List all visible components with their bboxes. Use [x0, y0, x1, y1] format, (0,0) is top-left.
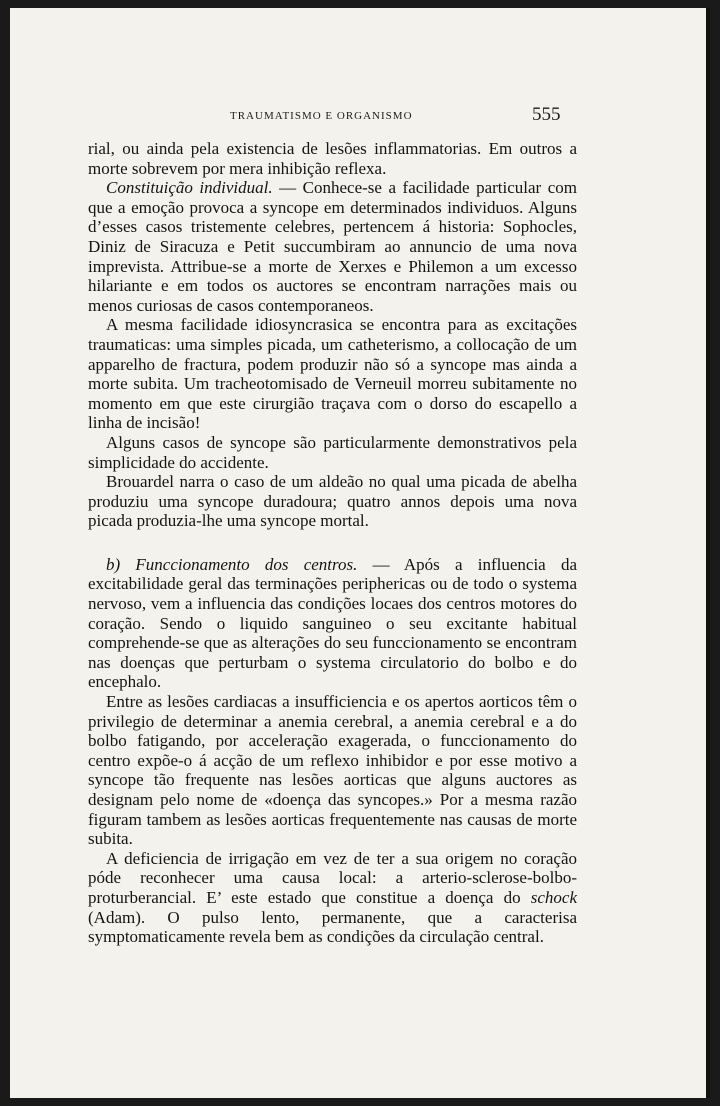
body-text [88, 139, 577, 947]
paragraph-2: Constituição individual. — Conhece-se a facilidade particular com que a emoção provoca a syncope em determinados individuos. Alguns d’esses casos tristemente celebres, pertencem á historia: Sophocles, Diniz de Siracuza e Petit succumbiram ao annuncio de uma nova imprevista. Attribue-se a morte de Xerxes e Philemon a um excesso hilariante e em todos os auctores se encontram narrações mais ou menos curiosas de casos contemporaneos. [88, 178, 577, 315]
paragraph-7: Entre as lesões cardiacas a insufficiencia e os apertos aorticos têm o privilegio de determinar a anemia cerebral, a anemia cerebral e a do bolbo fatigando, por acceleração exagerada, o funccionamento do centro expõe-o á acção de um reflexo inhibidor e por esse motivo a syncope tão frequente nas lesões aorticas que alguns auctores as designam pelo nome de «doença das syncopes.» Por a mesma razão figuram tambem as lesões aorticas frequentemente nas causas de morte subita. [88, 692, 577, 849]
paragraph-5: Brouardel narra o caso de um aldeão no qual uma picada de abelha produziu uma syncope duradoura; quatro annos depois uma nova picada produzia-lhe uma syncope mortal. [88, 472, 577, 531]
paragraph-4: Alguns casos de syncope são particularmente demonstrativos pela simplicidade do accidente. [88, 432, 577, 472]
italic-term-schock: schock [530, 887, 577, 907]
page-edge-shadow [706, 8, 710, 1098]
paragraph-6: b) Funccionamento dos centros. — Após a influencia da excitabilidade geral das terminações periphericas ou de todo o systema nervoso, vem a influencia das condições locaes dos centros motores do coração. Sendo o liquido sanguineo o seu excitante habitual comprehende-se que as alterações do seu funccionamento se encontram nas doenças que perturbam o systema circulatorio do bolbo e do encephalo. [88, 554, 577, 692]
page-number: 555 [532, 104, 561, 125]
book-page [10, 8, 710, 1098]
section-heading-constituicao: Constituição individual. [106, 178, 273, 198]
running-title: TRAUMATISMO E ORGANISMO [230, 110, 413, 122]
page-header [10, 104, 710, 128]
paragraph-1: rial, ou ainda pela existencia de lesões inflammatorias. Em outros a morte sobrevem por mera inhibição reflexa. [88, 139, 577, 178]
section-heading-funccionamento: b) Funccionamento dos centros. [106, 554, 358, 574]
paragraph-8: A deficiencia de irrigação em vez de ter a sua origem no coração póde reconhecer uma causa local: a arterio-sclerose-bolbo-proturberancial. E’ este estado que constitue a doença do schock (Adam). O pulso lento, permanente, que a caracterisa symptomaticamente revela bem as condições da circulação central. [88, 848, 577, 947]
section-gap [88, 531, 577, 555]
paragraph-3: A mesma facilidade idiosyncrasica se encontra para as excitações traumaticas: uma simples picada, um catheterismo, a collocação de um apparelho de fractura, podem produzir não só a syncope mas ainda a morte subita. Um tracheotomisado de Verneuil morreu subitamente no momento em que este cirurgião traçava com o dorso do escapello a linha de incisão! [88, 315, 577, 433]
